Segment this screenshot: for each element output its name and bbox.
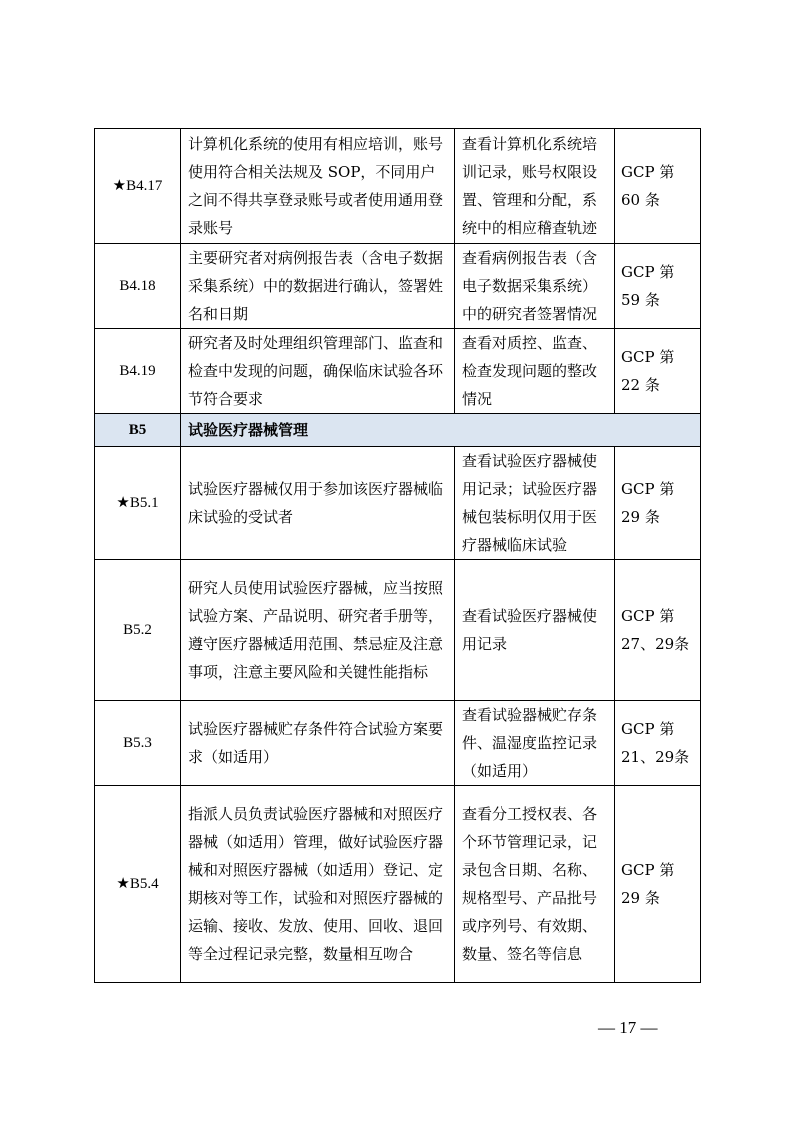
item-code: ★B4.17 xyxy=(95,129,181,244)
check-method-cell: 查看计算机化系统培训记录，账号权限设置、管理和分配，系统中的相应稽查轨迹 xyxy=(455,129,615,244)
check-method-cell: 查看分工授权表、各个环节管理记录，记录包含日期、名称、规格型号、产品批号或序列号、有效期、数量、签名等信息 xyxy=(455,786,615,983)
basis-cell: GCP 第 29 条 xyxy=(615,447,701,560)
requirement-cell: 主要研究者对病例报告表（含电子数据采集系统）中的数据进行确认，签署姓名和日期 xyxy=(181,244,455,329)
requirement-cell: 指派人员负责试验医疗器械和对照医疗器械（如适用）管理，做好试验医疗器械和对照医疗器械（如适用）登记、定期核对等工作，试验和对照医疗器械的运输、接收、发放、使用、回收、退回等全过程记录完整，数量相互吻合 xyxy=(181,786,455,983)
section-code: B5 xyxy=(95,414,181,447)
requirement-cell: 试验医疗器械贮存条件符合试验方案要求（如适用） xyxy=(181,701,455,786)
check-method-cell: 查看病例报告表（含电子数据采集系统）中的研究者签署情况 xyxy=(455,244,615,329)
check-method-cell: 查看试验医疗器械使用记录；试验医疗器械包装标明仅用于医疗器械临床试验 xyxy=(455,447,615,560)
basis-cell: GCP 第 27、29条 xyxy=(615,560,701,701)
item-code: B5.2 xyxy=(95,560,181,701)
check-method-cell: 查看对质控、监查、检查发现问题的整改情况 xyxy=(455,329,615,414)
table-row xyxy=(95,701,701,786)
requirement-cell: 研究者及时处理组织管理部门、监查和检查中发现的问题，确保临床试验各环节符合要求 xyxy=(181,329,455,414)
section-title: 试验医疗器械管理 xyxy=(181,414,701,447)
table-row xyxy=(95,244,701,329)
requirement-cell: 研究人员使用试验医疗器械，应当按照试验方案、产品说明、研究者手册等，遵守医疗器械适用范围、禁忌症及注意事项，注意主要风险和关键性能指标 xyxy=(181,560,455,701)
table-row xyxy=(95,329,701,414)
table-row xyxy=(95,786,701,983)
item-code: B5.3 xyxy=(95,701,181,786)
requirement-cell: 试验医疗器械仅用于参加该医疗器械临床试验的受试者 xyxy=(181,447,455,560)
basis-cell: GCP 第 60 条 xyxy=(615,129,701,244)
item-code: B4.19 xyxy=(95,329,181,414)
item-code: ★B5.4 xyxy=(95,786,181,983)
basis-cell: GCP 第 29 条 xyxy=(615,786,701,983)
table-row xyxy=(95,129,701,244)
table-row xyxy=(95,447,701,560)
basis-cell: GCP 第 21、29条 xyxy=(615,701,701,786)
item-code: ★B5.1 xyxy=(95,447,181,560)
basis-cell: GCP 第 59 条 xyxy=(615,244,701,329)
check-method-cell: 查看试验器械贮存条件、温湿度监控记录（如适用） xyxy=(455,701,615,786)
check-method-cell: 查看试验医疗器械使用记录 xyxy=(455,560,615,701)
item-code: B4.18 xyxy=(95,244,181,329)
inspection-table xyxy=(94,128,701,983)
section-header-row xyxy=(95,414,701,447)
basis-cell: GCP 第 22 条 xyxy=(615,329,701,414)
page-number: — 17 — xyxy=(598,1018,658,1037)
requirement-cell: 计算机化系统的使用有相应培训，账号使用符合相关法规及 SOP，不同用户之间不得共享登录账号或者使用通用登录账号 xyxy=(181,129,455,244)
table-row xyxy=(95,560,701,701)
